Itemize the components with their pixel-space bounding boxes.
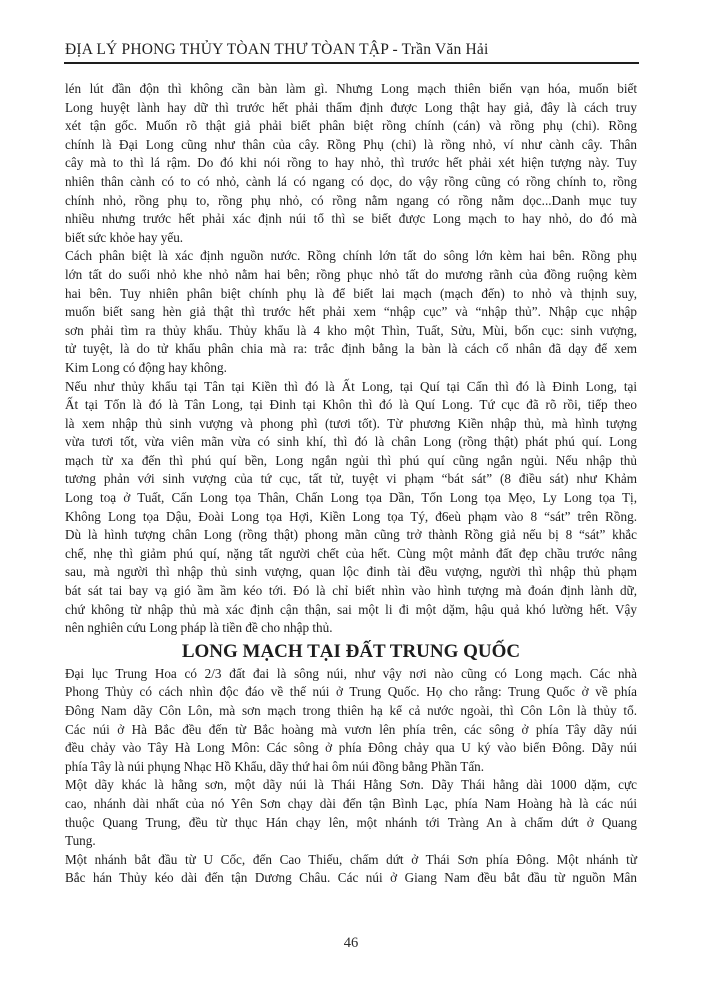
text-line: tương phản với sinh vượng của tứ cục, tất tử, tuyệt vi phạm “bát sát” (8 điều sát) như Khảm	[65, 471, 637, 487]
text-line: hai bên. Tuy nhiên phân biệt chính phụ là để biết lai mạch (mạch đến) to nhỏ và thịnh suy,	[65, 285, 637, 301]
text-line: cây mà to thì lá rậm. Do đó khi nói rồng to hay nhỏ, thì trước hết phải xét hiện tượng này. Tuy	[65, 155, 637, 171]
text-line: cao, nhánh dài nhất của nó Yên Sơn chạy dài đến tận Bình Lạc, phía Nam Hoàng hà là các núi	[65, 795, 637, 811]
text-line: phía Tây là núi phụng Nhạc Hồ Khẩu, dãy thứ hai ôm núi đồng bằng Phần Tấn.	[65, 758, 485, 774]
text-line: Nếu như thủy khẩu tại Tân tại Kiền thì đó là Ất Long, tại Quí tại Cấn thì đó là Đinh Long, tại	[65, 378, 637, 394]
text-line: nhiều nhưng trước hết phải xác định núi tổ thì se biết được Long mạch to hay nhỏ, do đó mà	[65, 211, 637, 227]
paragraph	[65, 80, 637, 247]
paragraph	[65, 851, 637, 888]
text-line: lớn tất do suối nhỏ khe nhỏ nằm hai bên; rồng phục nhỏ tất do mương rãnh của đồng ruộng kèm	[65, 266, 637, 282]
text-line: đều chảy vào Tây Hà Long Môn: Các sông ở phía Đông chảy qua U ký vào biển Đông. Dãy núi	[65, 740, 637, 756]
text-line: Phong Thủy có cách nhìn độc đáo về thế núi ở Trung Quốc. Họ cho rằng: Trung Quốc ở về phía	[65, 684, 637, 700]
text-line: Long toạ ở Tuất, Cấn Long tọa Thân, Chấn Long tọa Dần, Tốn Long tọa Mẹo, Ly Long tọa Tị,	[65, 490, 637, 506]
text-line: Một nhánh bắt đầu từ U Cốc, đến Cao Thiếu, chấm dứt ở Thái Sơn phía Đông. Một nhánh từ	[65, 851, 637, 867]
text-line: Một dãy khác là hằng sơn, một dãy núi là Thái Hằng Sơn. Dãy Thái hằng dài 1000 dặm, cực	[65, 777, 637, 793]
text-line: chứ không từ nhập thủ mà xác định cận thận, sai một li đi một dặm, hậu quả khó lường hết. Vậy	[65, 601, 637, 617]
text-line: là xem nhập thủ sinh vượng và phong phì (tươi tốt). Từ phương Kiền nhập thủ, mà hình tượng	[65, 415, 637, 431]
text-line: thuộc Quang Trung, đều từ thục Hán chạy lên, một nhánh tới Tràng An à chấm dứt ở Quang	[65, 814, 637, 830]
paragraph	[65, 665, 637, 777]
text-line: biết sức khỏe hay yếu.	[65, 229, 184, 245]
text-line: Không Long tọa Dậu, Đoài Long tọa Hợi, Kiền Long tọa Tý, đ6eù phạm vào 8 “sát” trên Rồng.	[65, 508, 637, 524]
page-header-title: ĐỊA LÝ PHONG THỦY TÒAN THƯ TÒAN TẬP - Trần Văn Hải	[65, 41, 489, 58]
text-line: xét tận gốc. Muốn rõ thật giả phải biết phân biệt rồng chính (cán) và rồng phụ (chi). Rồng	[65, 118, 637, 134]
paragraph	[65, 247, 637, 377]
text-line: Dù là hình tượng chân Long (rồng thật) phong mãn cũng trở thành Rồng giả nếu bị 8 “sát” khắc	[65, 527, 637, 543]
text-line: Ất tại Tốn là đó là Tân Long, tại Đinh tại Khôn thì đó là Quí Long. Tứ cục đã rõ rồi, tiếp theo	[65, 397, 637, 413]
text-line: Đại lục Trung Hoa có 2/3 đất đai là sông núi, như vậy nơi nào cũng có Long mạch. Các nhà	[65, 665, 637, 681]
text-line: chế, nhẹ thì giảm phú quí, nặng tất người chết của hết. Cùng một mảnh đất đẹp chầu trước nâng	[65, 545, 637, 561]
section-heading: LONG MẠCH TẠI ĐẤT TRUNG QUỐC	[181, 640, 521, 662]
text-line: sơn phải tìm ra thủy khẩu. Thủy khẩu là 4 kho một Thìn, Tuất, Sửu, Mùi, bốn cục: sinh vượng,	[65, 322, 637, 338]
header-divider	[64, 62, 639, 64]
text-line: Tung.	[65, 833, 96, 849]
page-number: 46	[343, 935, 359, 951]
text-line: Cách phân biệt là xác định nguồn nước. Rồng chính lớn tất do sông lớn kèm hai bên. Rồng phụ	[65, 248, 637, 264]
text-line: chính là Đại Long cũng như thân của cây. Rồng Phụ (chi) là rồng nhỏ, ví như cành cây. Thân	[65, 136, 637, 152]
text-line: mạch từ xa đến thì phú quí bền, Long ngắn ngủi thì phú quí cũng ngắn ngủi. Nếu nhập thủ	[65, 452, 637, 468]
text-line: Bắc hán Thủy kéo dài đến tận Dương Châu. Các núi ở Giang Nam đều bắt đầu từ nguồn Mân	[65, 870, 637, 886]
text-line: Kim Long có động hay không.	[65, 359, 227, 375]
text-line: chính nhỏ, rồng phụ to, rồng phụ nhỏ, có rồng nằm ngang có rồng nằm dọc...Danh mục tuy	[65, 192, 637, 208]
text-line: muốn biết sang hèn giả thật thì trước hết phải xem “nhập cục” và “nhập thủ”. Nhập cục nhập	[65, 304, 637, 320]
text-line: vừa tươi tốt, vừa viên mãn vừa có sinh khí, thì đó là chân Long (rồng thật) phát phú quí. Long	[65, 434, 637, 450]
text-line: lén lút đần độn thì không cần bàn làm gì. Nhưng Long mạch thiên biến vạn hóa, muốn biết	[65, 81, 637, 96]
text-line: sau, mà người thì nhập thủ sinh vượng, quan lộc đinh tài đều vượng, người thì nhập thủ phạm	[65, 564, 637, 580]
text-line: Long huyệt lành hay dữ thì trước hết phải thẩm định được Long thật hay giả, đây là cách truy	[65, 99, 637, 115]
text-line: tử tuyệt, là do tử khẩu phân chia mà ra: trắc định bằng la bàn là cách cổ nhân đã dạy để xem	[65, 341, 637, 357]
text-line: Đông Nam dãy Côn Lôn, mà sơn mạch trong thiên hạ kể cả nước ngoài, thì Côn Lôn là thủy tổ.	[65, 703, 637, 718]
text-line: nhiên thân cành có to có nhỏ, cành lá có ngang có dọc, do vậy rồng cũng có rồng chính to, rồng	[65, 173, 637, 189]
text-line: Các núi ở Hà Bắc đều đến từ Bắc hoàng mà vươn lên phía trên, các sông ở phía Tây dãy núi	[65, 721, 637, 737]
page-body	[65, 80, 637, 888]
text-line: bát sát tai bay vạ gió ầm ầm kéo tới. Đó là chỉ biết nhìn vào hình tượng mà đoán định lành dữ,	[65, 583, 637, 599]
text-line: nên nghiên cứu Long pháp là tiền đề cho nhập thủ.	[65, 620, 333, 636]
paragraph	[65, 776, 637, 850]
paragraph	[65, 378, 637, 638]
